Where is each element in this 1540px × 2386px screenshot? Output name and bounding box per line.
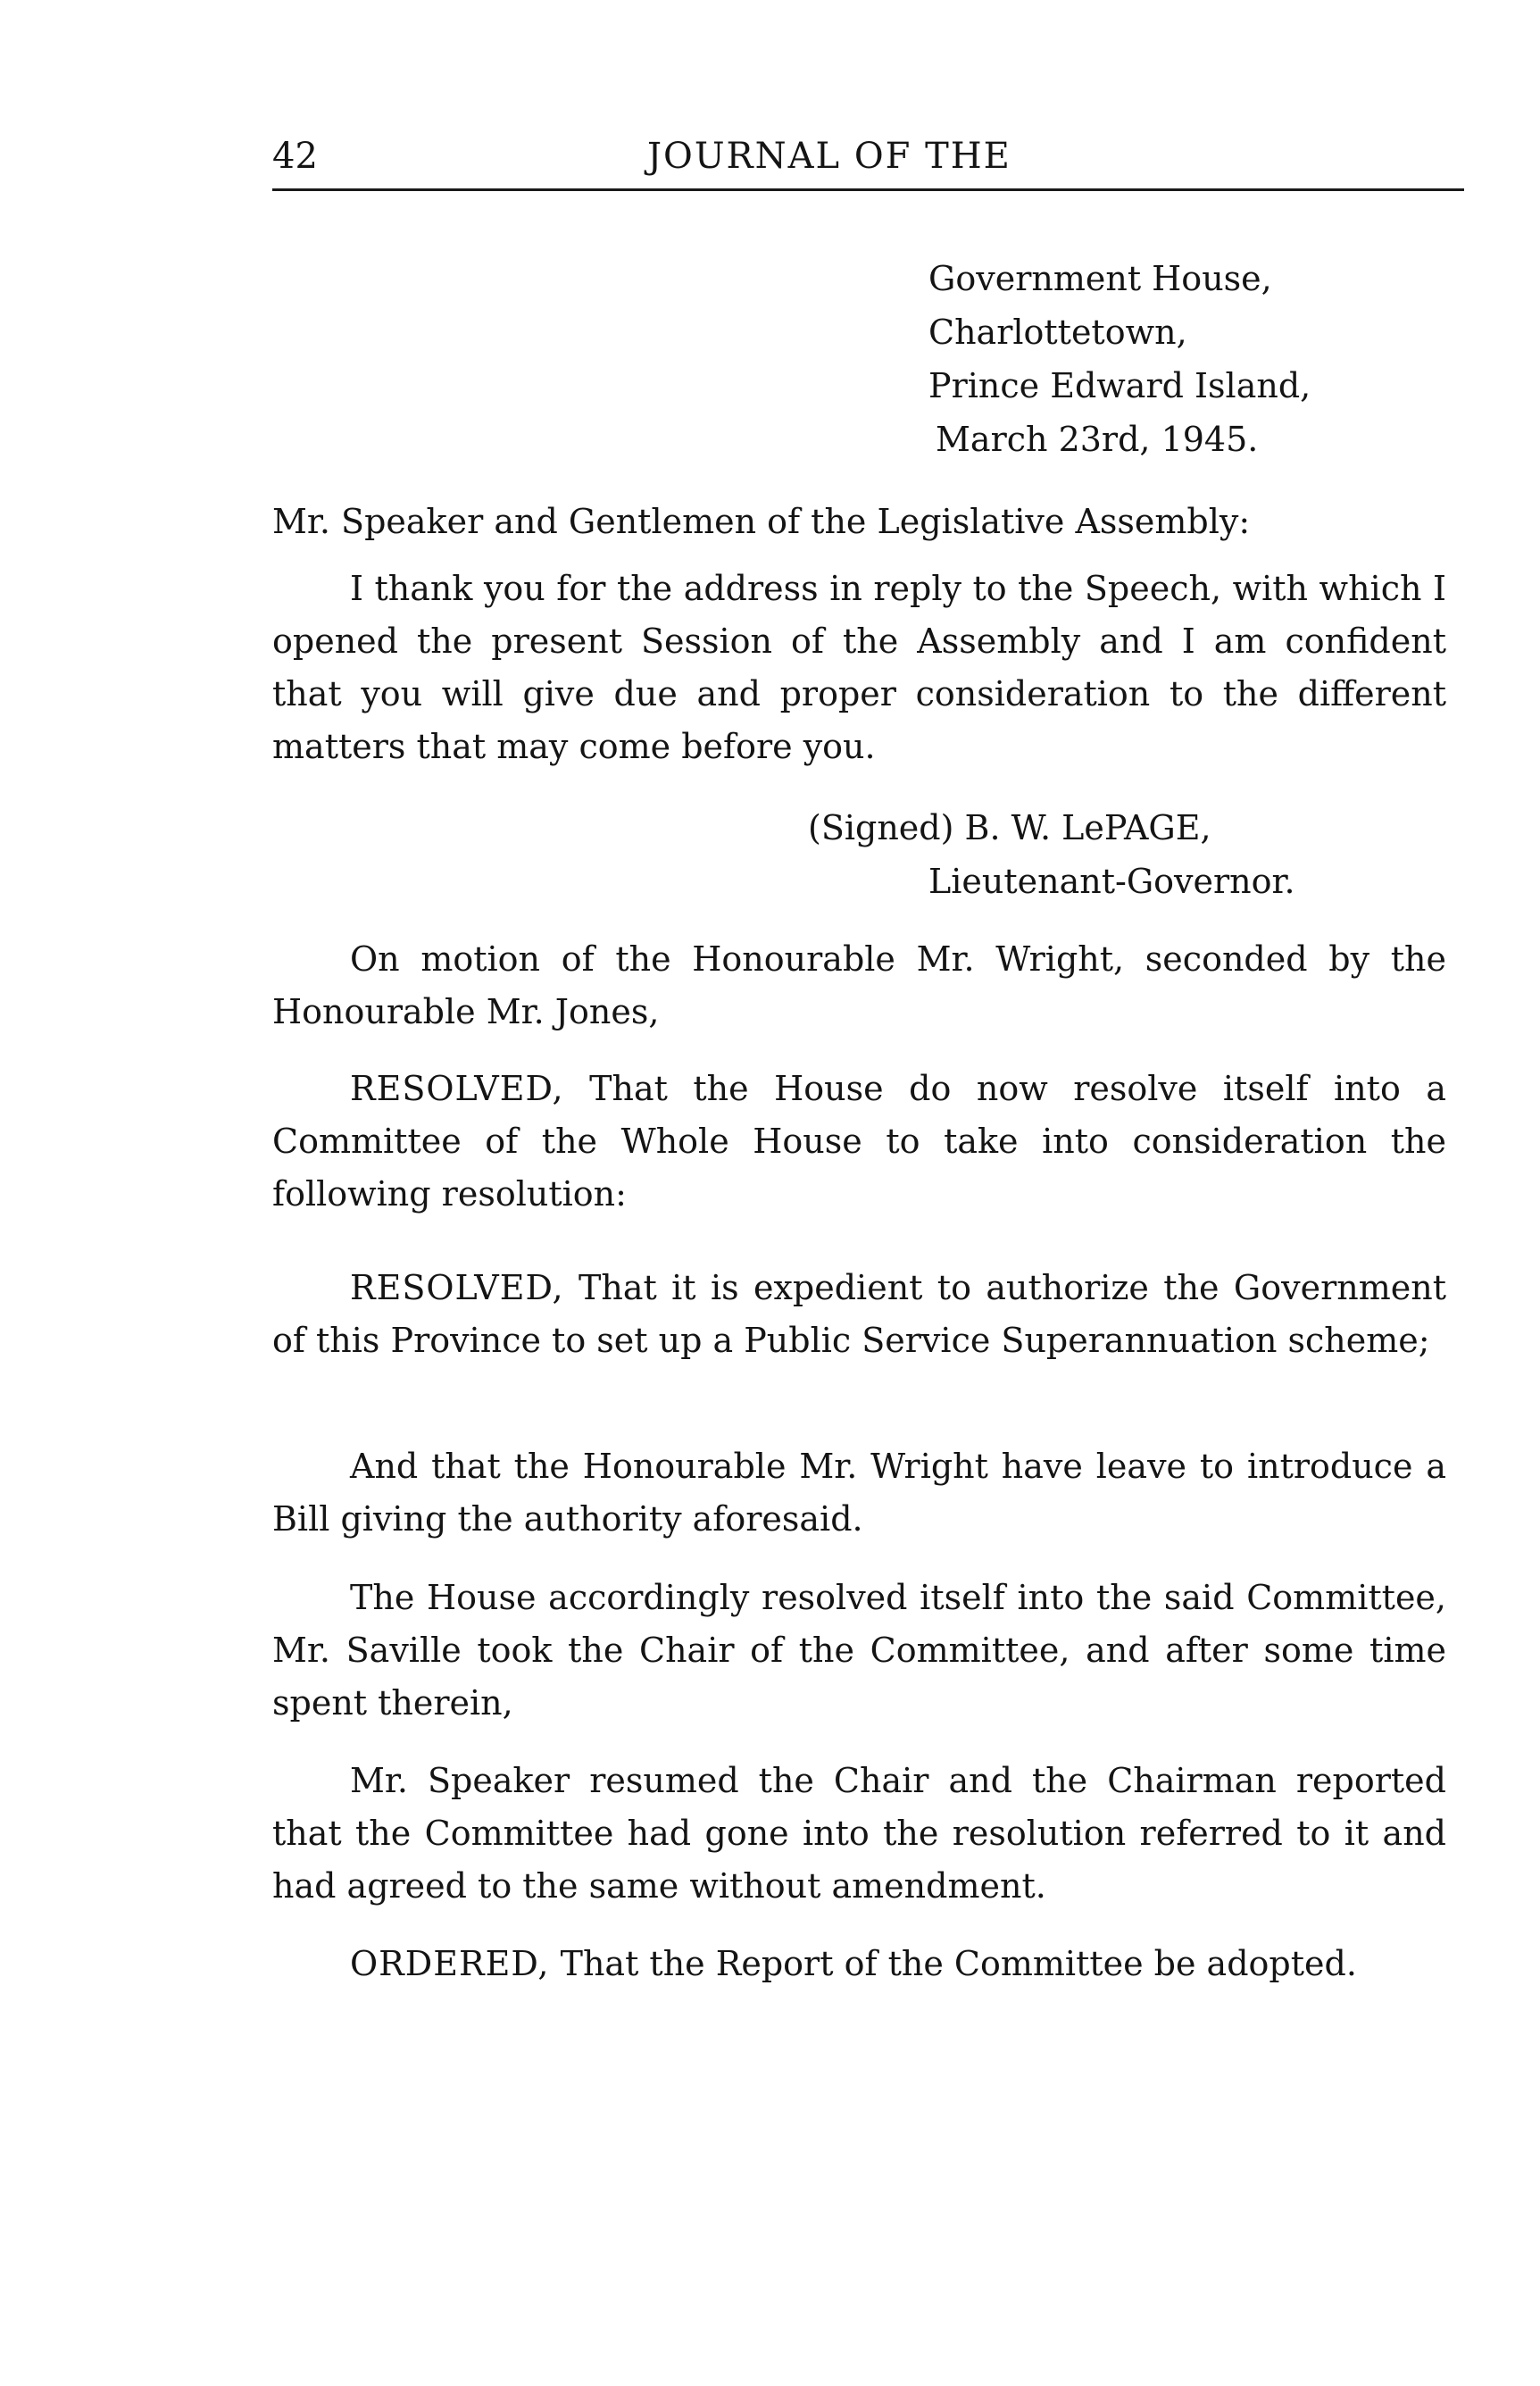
paragraph-motion: On motion of the Honourable Mr. Wright, seconded by the Honourable Mr. Jones, (272, 939, 1446, 1031)
address-line-2: Charlottetown, (928, 313, 1187, 352)
address-block (928, 252, 1311, 466)
paragraph-resolved-1 (272, 1063, 1446, 1221)
signature-title: Lieutenant-Governor. (928, 862, 1295, 901)
paragraph-accordingly: The House accordingly resolved itself into the said Committee, Mr. Saville took the Chair of the Committee, and after some time spent therein, (272, 1578, 1446, 1723)
signature-block (808, 801, 1295, 908)
signature-line: (Signed) B. W. LePAGE, (808, 808, 1211, 847)
paragraph-ordered (272, 1938, 1446, 1990)
ordered-text: That the Report of the Committee be adopted. (560, 1944, 1357, 1983)
resolved-keyword-2: RESOLVED, (350, 1268, 564, 1307)
paragraph-resolved-2 (272, 1262, 1446, 1367)
salutation: Mr. Speaker and Gentlemen of the Legislative Assembly: (272, 502, 1251, 541)
address-line-1: Government House, (928, 259, 1272, 298)
page-number: 42 (272, 136, 318, 177)
address-date: March 23rd, 1945. (936, 420, 1259, 459)
resolved-keyword-1: RESOLVED, (350, 1069, 564, 1108)
ordered-keyword: ORDERED, (350, 1944, 550, 1983)
paragraph-thanks: I thank you for the address in reply to the Speech, with which I opened the present Session of the Assembly and I am confident that you will give due and proper consideration to the different matters that may come before you. (272, 569, 1446, 766)
resolved-text-2: That it is expedient to authorize the Government of this Province to set up a Public Service Superannuation scheme; (272, 1268, 1446, 1360)
running-head: JOURNAL OF THE (647, 136, 1011, 177)
address-line-3: Prince Edward Island, (928, 366, 1311, 405)
page-header (272, 129, 1464, 191)
resolved-text-1: That the House do now resolve itself into a Committee of the Whole House to take into consideration the following resolution: (272, 1069, 1446, 1214)
paragraph-speaker: Mr. Speaker resumed the Chair and the Chairman reported that the Committee had gone into the resolution referred to it and had agreed to the same without amendment. (272, 1761, 1446, 1906)
paragraph-leave: And that the Honourable Mr. Wright have leave to introduce a Bill giving the authority aforesaid. (272, 1447, 1446, 1539)
